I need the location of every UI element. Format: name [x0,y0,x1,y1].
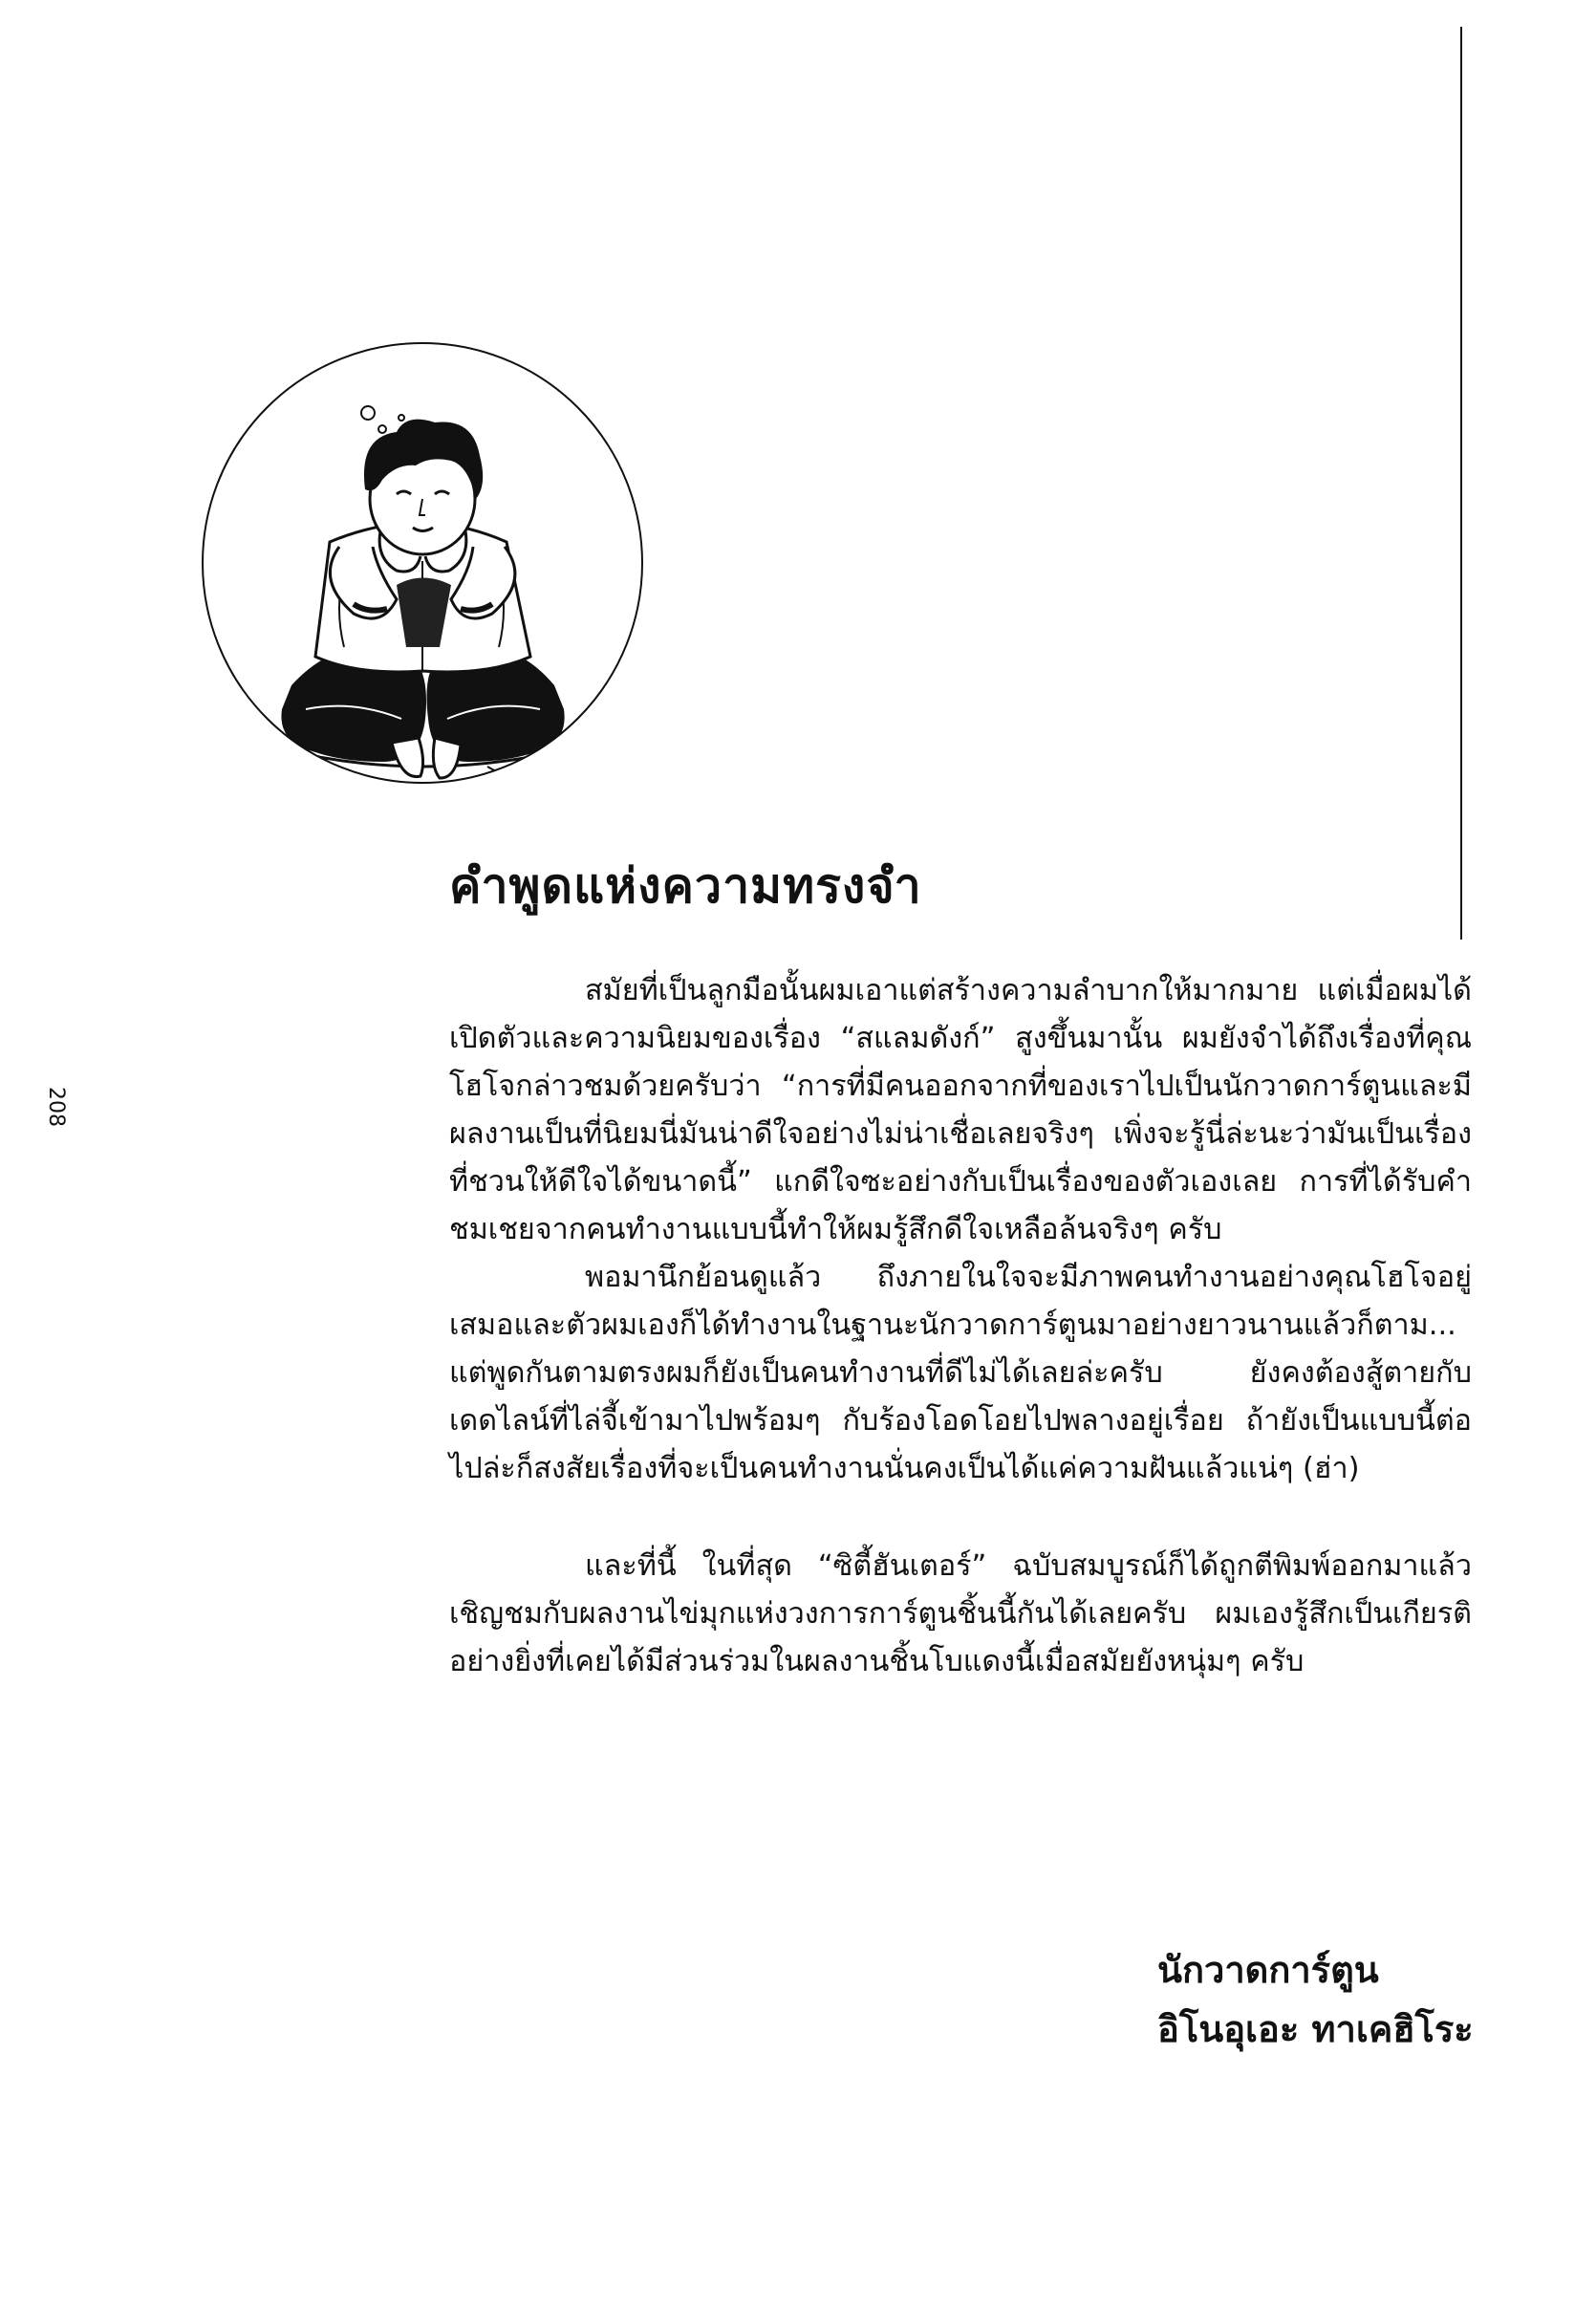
signature-name: อิโนอุเอะ ทาเคฮิโระ [1157,2008,1474,2050]
author-portrait-illustration [201,341,645,786]
portrait-drawing [239,406,612,786]
page-number: 208 [44,1087,68,1127]
paragraph-1: สมัยที่เป็นลูกมือนั้นผมเอาแต่สร้างความลำบากให้มากมาย แต่เมื่อผมได้เปิดตัวและความนิยมของเรื่อง “สแลมดังก์” สูงขึ้นมานั้น ผมยังจำได้ถึงเรื่องที่คุณโฮโจกล่าวชมด้วยครับว่า “การที่มีคนออกจากที่ของเราไปเป็นนักวาดการ์ตูนและมีผลงานเป็นที่นิยมนี่มันน่าดีใจอย่างไม่น่าเชื่อเลยจริงๆ เพิ่งจะรู้นี่ล่ะนะว่ามันเป็นเรื่องที่ชวนให้ดีใจได้ขนาดนี้” แกดีใจซะอย่างกับเป็นเรื่องของตัวเองเลย การที่ได้รับคำชมเชยจากคนทำงานแบบนี้ทำให้ผมรู้สึกดีใจเหลือล้นจริงๆ ครับ [449,974,1472,1246]
signature-role: นักวาดการ์ตูน [1157,1949,1379,1991]
paragraph-3: และที่นี้ ในที่สุด “ซิตี้ฮันเตอร์” ฉบับสมบูรณ์ก็ได้ถูกตีพิมพ์ออกมาแล้ว เชิญชมกับผลงานไข่มุกแห่งวงการการ์ตูนชิ้นนี้กันได้เลยครับ ผมเองรู้สึกเป็นเกียรติอย่างยิ่งที่เคยได้มีส่วนร่วมในผลงานชิ้นโบแดงนี้เมื่อสมัยยังหนุ่มๆ ครับ [449,1549,1472,1678]
article-body [449,967,1472,1686]
paragraph-2: พอมานึกย้อนดูแล้ว ถึงภายในใจจะมีภาพคนทำงานอย่างคุณโฮโจอยู่เสมอและตัวผมเองก็ได้ทำงานในฐานะนักวาดการ์ตูนมาอย่างยาวนานแล้วก็ตาม... แต่พูดกันตามตรงผมก็ยังเป็นคนทำงานที่ดีไม่ได้เลยล่ะครับ ยังคงต้องสู้ตายกับเดดไลน์ที่ไล่จี้เข้ามาไปพร้อมๆ กับร้องโอดโอยไปพลางอยู่เรื่อย ถ้ายังเป็นแบบนี้ต่อไปล่ะก็สงสัยเรื่องที่จะเป็นคนทำงานนั่นคงเป็นได้แค่ความฝันแล้วแน่ๆ (ฮ่า) [449,1261,1472,1485]
margin-vertical-rule [1460,27,1462,940]
page-title: คำพูดแห่งความทรงจำ [449,858,922,914]
author-signature [1157,1940,1474,2059]
